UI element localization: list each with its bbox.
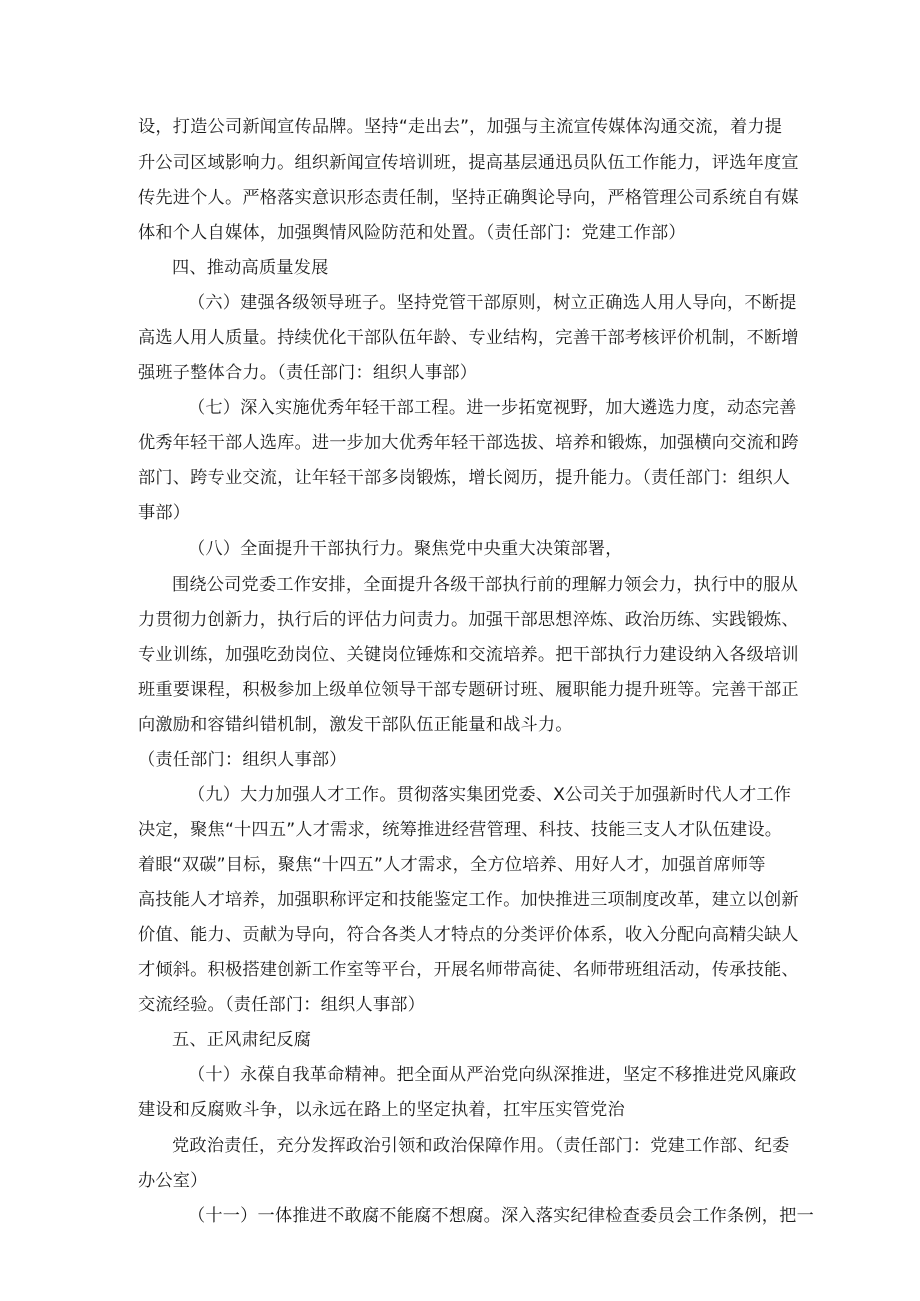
- body-text-line: 交流经验。（责任部门：组织人事部）: [138, 995, 425, 1015]
- body-text-line: （责任部门：组织人事部）: [138, 750, 347, 770]
- body-text-line: 价值、能力、贡献为导向，符合各类人才特点的分类评价体系，收入分配向高精尖缺人: [138, 925, 799, 945]
- body-text-line: 高选人用人质量。持续优化干部队伍年龄、专业结构，完善干部考核评价机制，不断增: [138, 328, 799, 348]
- body-text-line: 力贯彻力创新力，执行后的评估力问责力。加强干部思想淬炼、政治历练、实践锻炼、: [138, 610, 799, 630]
- body-text-line: 班重要课程，积极参加上级单位领导干部专题研讨班、履职能力提升班等。完善干部正: [138, 680, 799, 700]
- body-text-line: 专业训练，加强吃劲岗位、关键岗位锤炼和交流培养。把干部执行力建设纳入各级培训: [138, 645, 799, 665]
- body-text-line: 才倾斜。积极搭建创新工作室等平台，开展名师带高徒、名师带班组活动，传承技能、: [138, 960, 799, 980]
- section-heading: 五、正风肃纪反腐: [172, 1030, 312, 1050]
- body-text-line: （八）全面提升干部执行力。聚焦党中央重大决策部署，: [188, 539, 623, 559]
- body-text-line: 传先进个人。严格落实意识形态责任制，坚持正确舆论导向，严格管理公司系统自有媒: [138, 188, 799, 208]
- body-text-line: 部门、跨专业交流，让年轻干部多岗锻炼，增长阅历，提升能力。（责任部门：组织人: [138, 468, 791, 488]
- body-text-line: （六）建强各级领导班子。坚持党管干部原则，树立正确选人用人导向，不断提: [188, 293, 797, 313]
- body-text-line: （七）深入实施优秀年轻干部工程。进一步拓宽视野，加大遴选力度，动态完善: [188, 398, 797, 418]
- body-text-line: 高技能人才培养，加强职称评定和技能鉴定工作。加快推进三项制度改革，建立以创新: [138, 890, 799, 910]
- body-text-line: 决定，聚焦“十四五”人才需求，统筹推进经营管理、科技、技能三支人才队伍建设。: [138, 820, 783, 840]
- body-text-line: 事部）: [138, 503, 191, 523]
- body-text-line: 建设和反腐败斗争，以永远在路上的坚定执着，扛牢压实管党治: [138, 1100, 625, 1120]
- body-text-line: 升公司区域影响力。组织新闻宣传培训班，提高基层通迅员队伍工作能力，评选年度宣: [138, 153, 799, 173]
- body-text-line: 体和个人自媒体，加强舆情风险防范和处置。（责任部门：党建工作部）: [138, 223, 686, 243]
- body-text-line: （九）大力加强人才工作。贯彻落实集团党委、X公司关于加强新时代人才工作: [188, 785, 792, 805]
- body-text-line: 优秀年轻干部人选库。进一步加大优秀年轻干部选拔、培养和锻炼，加强横向交流和跨: [138, 433, 799, 453]
- body-text-line: 着眼“双碳”目标，聚焦“十四五”人才需求，全方位培养、用好人才，加强首席师等: [138, 855, 766, 875]
- section-heading: 四、推动高质量发展: [172, 258, 329, 278]
- body-text-line: （十）永葆自我革命精神。把全面从严治党向纵深推进，坚定不移推进党风廉政: [188, 1065, 797, 1085]
- body-text-line: 向激励和容错纠错机制，激发干部队伍正能量和战斗力。: [138, 715, 573, 735]
- body-text-line: 设，打造公司新闻宣传品牌。坚持“走出去”，加强与主流宣传媒体沟通交流，着力提: [138, 117, 783, 137]
- body-text-line: 强班子整体合力。（责任部门：组织人事部）: [138, 363, 478, 383]
- body-text-line: 围绕公司党委工作安排，全面提升各级干部执行前的理解力领会力，执行中的服从: [172, 575, 798, 595]
- body-text-line: （十一）一体推进不敢腐不能腐不想腐。深入落实纪律检查委员会工作条例，把一: [188, 1206, 814, 1226]
- body-text-line: 党政治责任，充分发挥政治引领和政治保障作用。（责任部门：党建工作部、纪委: [172, 1136, 790, 1156]
- body-text-line: 办公室）: [138, 1171, 208, 1191]
